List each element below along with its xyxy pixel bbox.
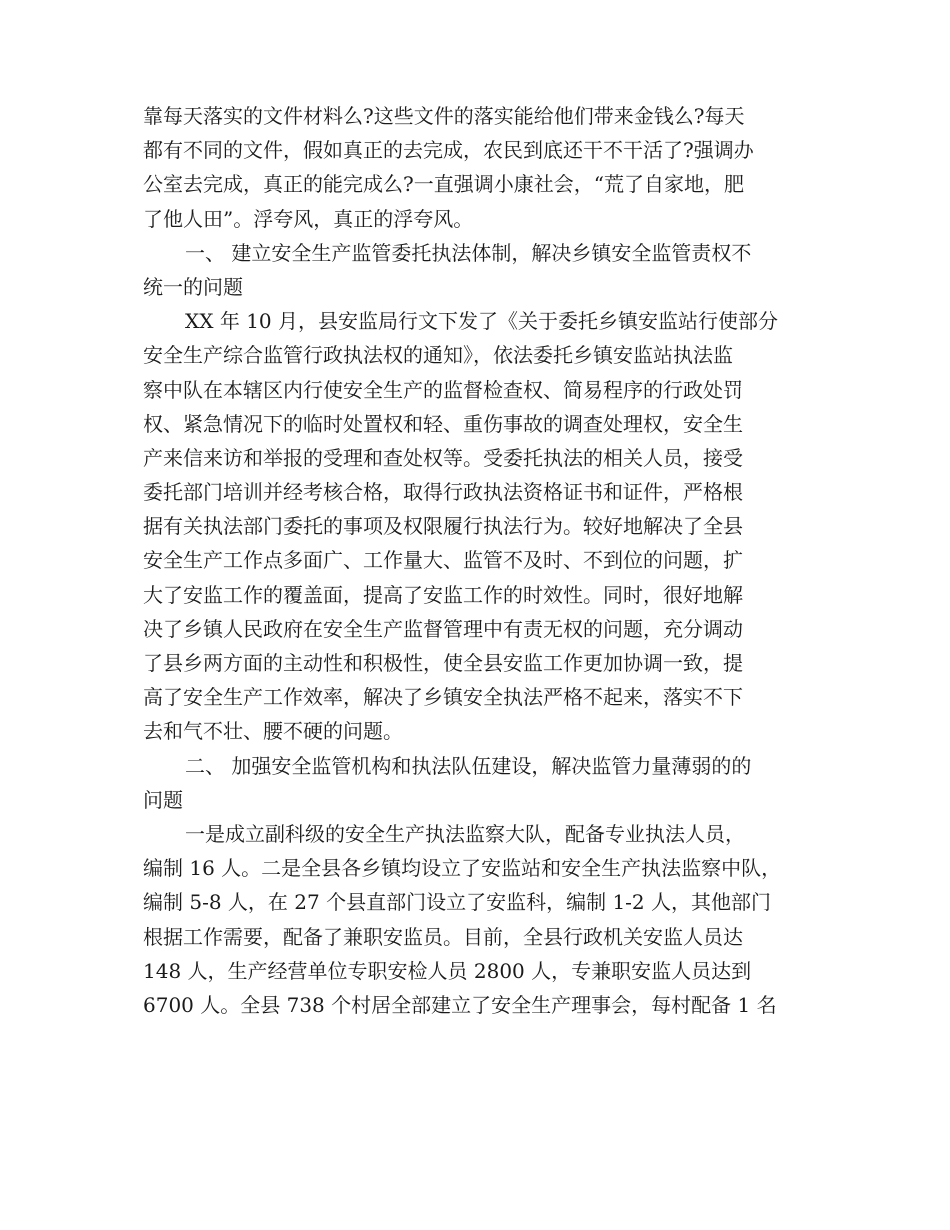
- text-line: 编制 5-8 人，在 27 个县直部门设立了安监科，编制 1-2 人，其他部门: [143, 890, 772, 915]
- text-line: 大了安监工作的覆盖面，提高了安监工作的时效性。同时，很好地解: [143, 582, 743, 607]
- text-line: 察中队在本辖区内行使安全生产的监督检查权、简易程序的行政处罚: [143, 377, 743, 402]
- text-line: 都有不同的文件，假如真正的去完成，农民到底还干不干活了?强调办: [143, 138, 754, 163]
- paragraph-start: 一是成立副科级的安全生产执法监察大队，配备专业执法人员，: [185, 821, 745, 846]
- text-line: 高了安全生产工作效率，解决了乡镇安全执法严格不起来，落实不下: [143, 685, 743, 710]
- paragraph-start: XX 年 10 月，县安监局行文下发了《关于委托乡镇安监站行使部分: [185, 309, 778, 334]
- text-line: 据有关执法部门委托的事项及权限履行执法行为。较好地解决了全县: [143, 514, 743, 539]
- text-line: 委托部门培训并经考核合格，取得行政执法资格证书和证件，严格根: [143, 480, 743, 505]
- text-line: 权、紧急情况下的临时处置权和轻、重伤事故的调查处理权，安全生: [143, 411, 743, 436]
- text-line: 去和气不壮、腰不硬的问题。: [143, 719, 403, 744]
- text-line: 编制 16 人。二是全县各乡镇均设立了安监站和安全生产执法监察中队，: [143, 856, 782, 881]
- section-heading-1: 一、 建立安全生产监管委托执法体制，解决乡镇安全监管责权不: [185, 240, 752, 265]
- text-line: 6700 人。全县 738 个村居全部建立了安全生产理事会，每村配备 1 名: [143, 992, 777, 1017]
- text-line: 根据工作需要，配备了兼职安监员。目前，全县行政机关安监人员达: [143, 924, 743, 949]
- section-heading-1-continued: 统一的问题: [143, 274, 243, 299]
- text-line: 靠每天落实的文件材料么?这些文件的落实能给他们带来金钱么?每天: [143, 104, 745, 128]
- text-line: 了县乡两方面的主动性和积极性，使全县安监工作更加协调一致，提: [143, 651, 743, 675]
- document-body: [143, 99, 808, 1022]
- text-line: 公室去完成，真正的能完成么?一直强调小康社会，“荒了自家地，肥: [143, 172, 744, 197]
- text-line: 148 人，生产经营单位专职安检人员 2800 人，专兼职安监人员达到: [143, 958, 752, 983]
- text-line: 安全生产工作点多面广、工作量大、监管不及时、不到位的问题，扩: [143, 548, 743, 573]
- text-line: 安全生产综合监管行政执法权的通知》，依法委托乡镇安监站执法监: [143, 343, 733, 368]
- text-line: 产来信来访和举报的受理和查处权等。受委托执法的相关人员，接受: [143, 445, 743, 470]
- text-line: 了他人田”。浮夸风，真正的浮夸风。: [143, 206, 474, 231]
- section-heading-2: 二、 加强安全监管机构和执法队伍建设，解决监管力量薄弱的的: [185, 753, 752, 778]
- section-heading-2-continued: 问题: [143, 787, 183, 812]
- text-line: 决了乡镇人民政府在安全生产监督管理中有责无权的问题，充分调动: [143, 616, 743, 641]
